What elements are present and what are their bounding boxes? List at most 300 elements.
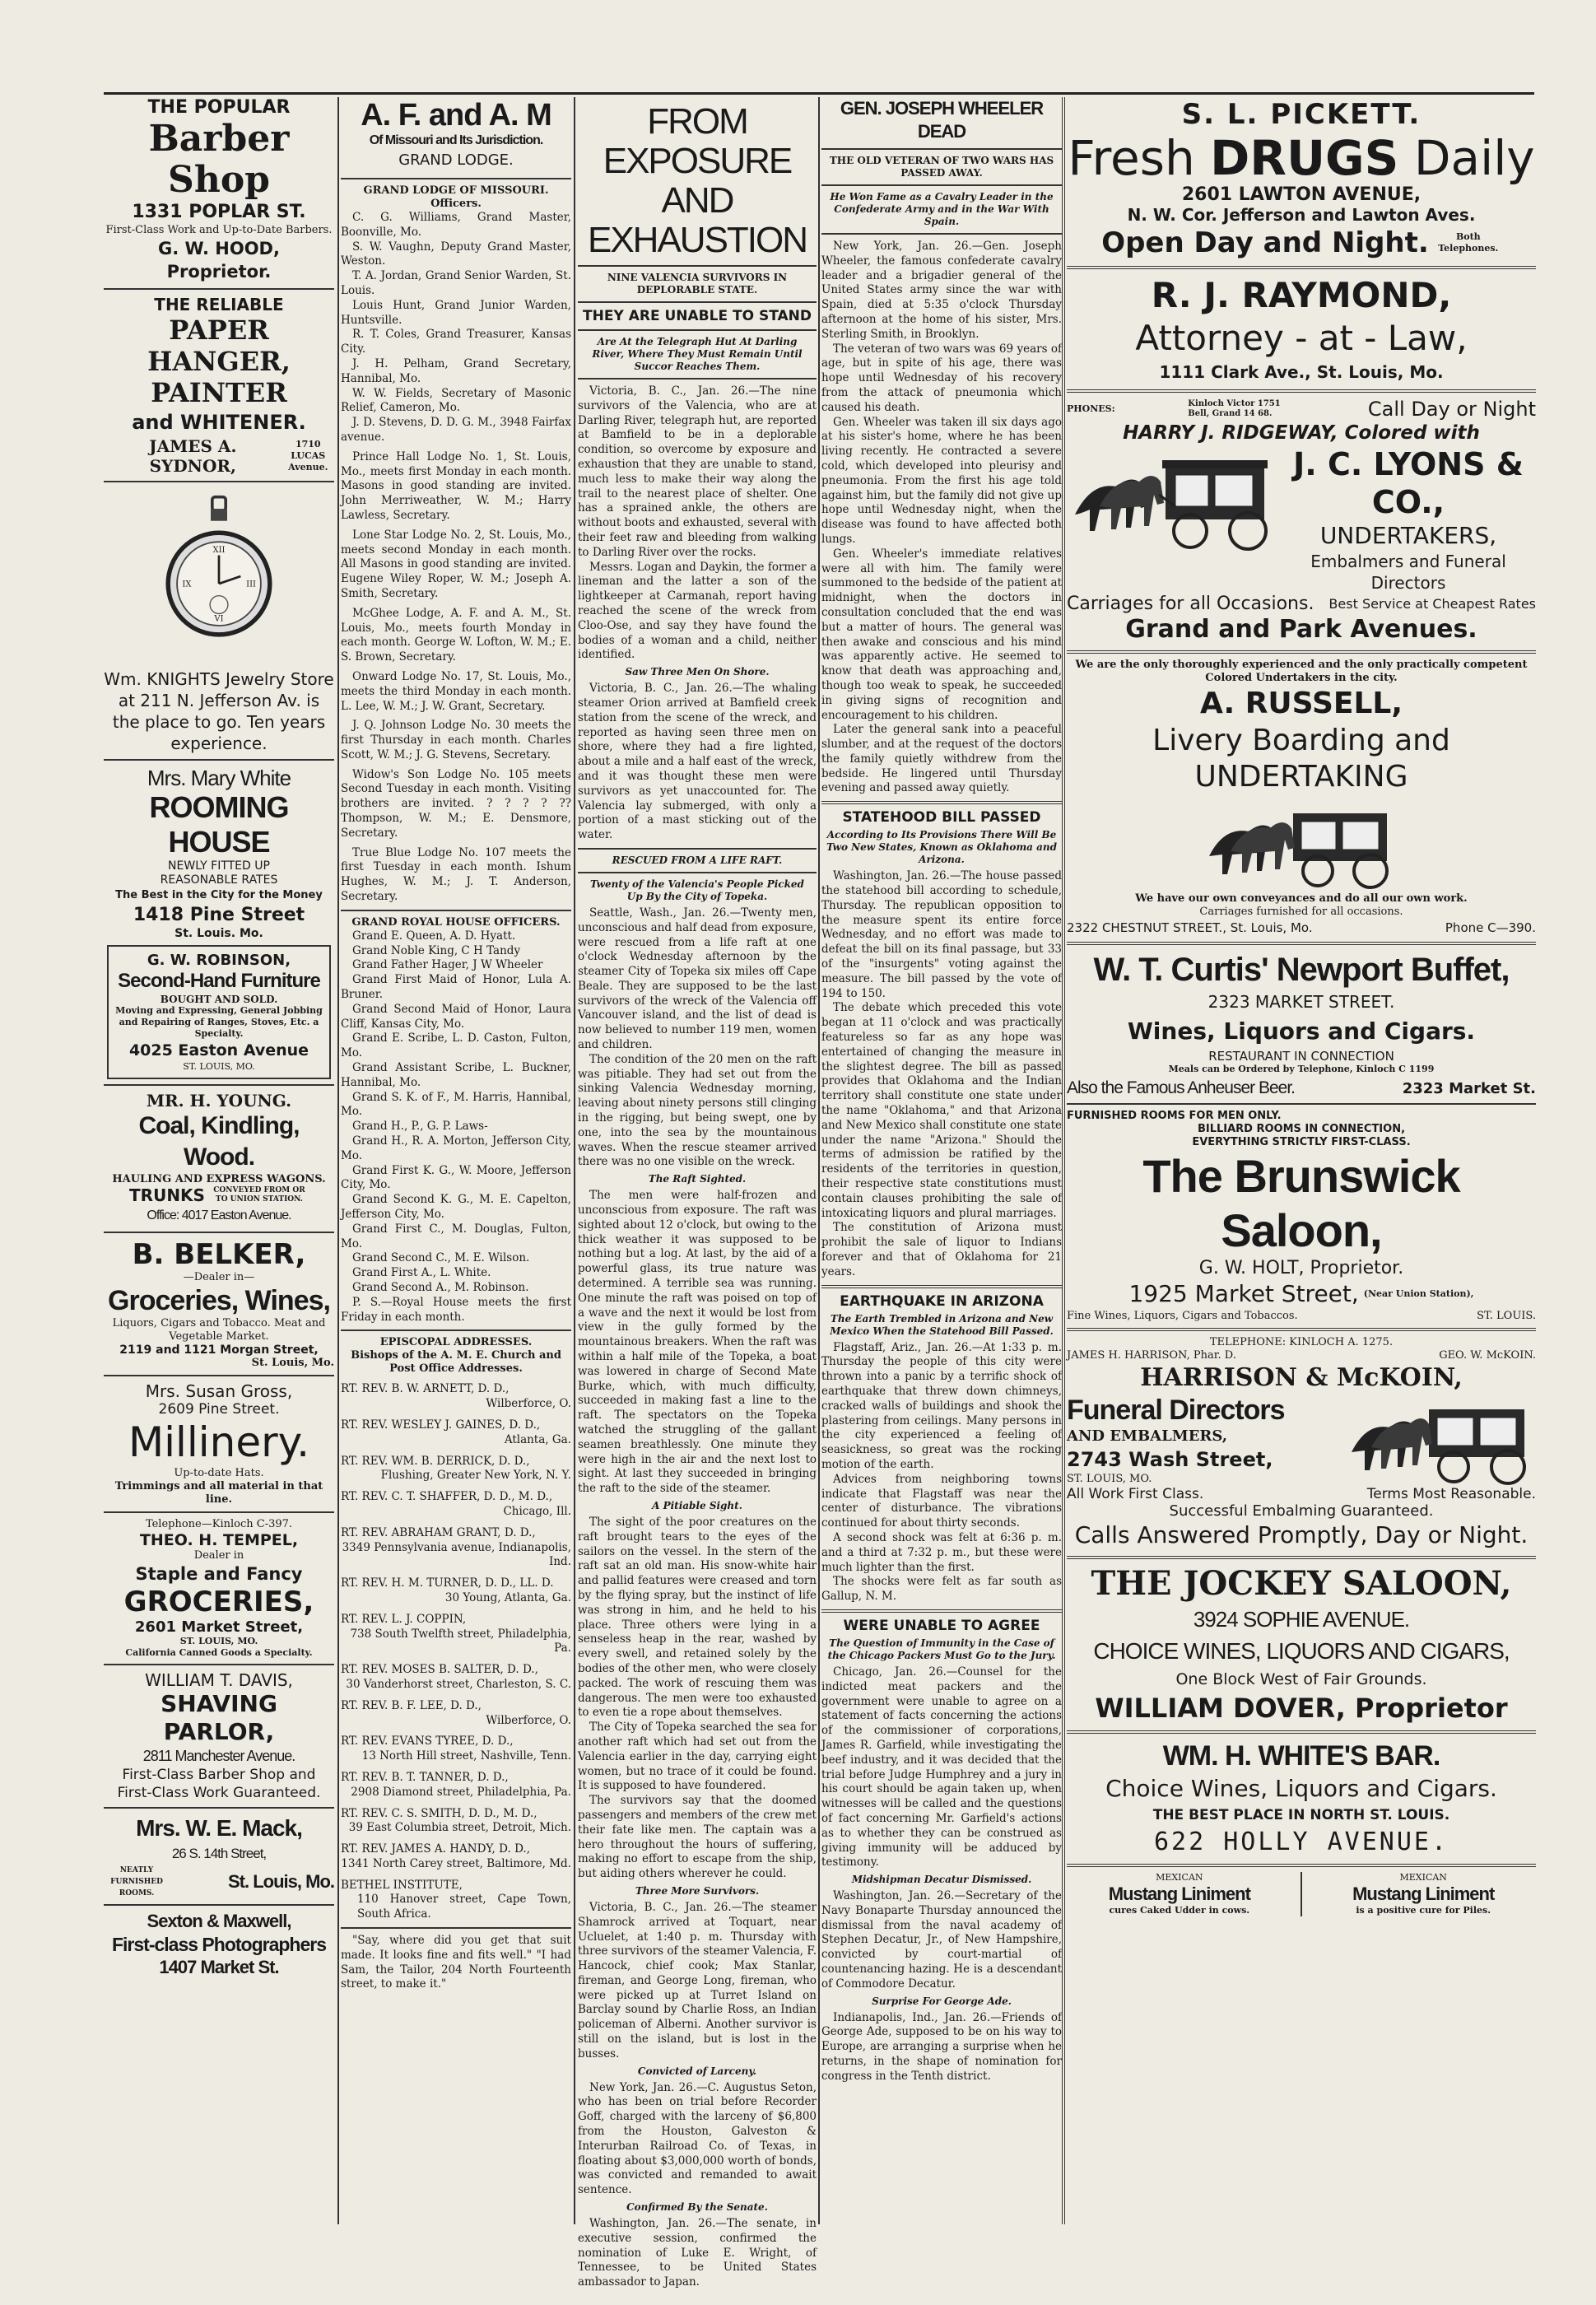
bishop-address: 30 Young, Atlanta, Ga.	[444, 1590, 571, 1604]
pickett-drugs-ad	[1067, 97, 1536, 261]
ad-title: Mustang Liniment	[1352, 1884, 1495, 1904]
ad-phone: PHONES:	[1067, 403, 1115, 414]
ad-text: Carriages furnished for all occasions.	[1199, 906, 1403, 918]
article-body	[821, 869, 1062, 1279]
ad-text: The Best in the City for the Money	[115, 889, 323, 901]
directory-entry: McGhee Lodge, A. F. and A. M., St. Louis, Mo., meets fourth Monday in each month. George W. Lofton, W. M.; E. S. Brown, Secretary.	[341, 606, 571, 664]
paragraph: Indianapolis, Ind., Jan. 26.—Friends of George Ade, supposed to be on his way to Europe, are arranging a surprise when he returns, in the shape of nomination for congress in the Tenth district.	[821, 2010, 1062, 2083]
mustang-ad-cows	[1067, 1872, 1292, 1916]
ad-text: Up-to-date Hats.	[174, 1467, 264, 1479]
ad-title: Millinery.	[128, 1418, 310, 1466]
paragraph: A second shock was felt at 6:36 p. m. and a third at 7:32 p. m., but these were much lighter than the first.	[821, 1530, 1062, 1574]
bishop-name: RT. REV. WESLEY J. GAINES, D. D.,	[341, 1418, 541, 1432]
ad-text: Fresh	[1068, 130, 1195, 186]
directory-entry: Grand E. Queen, A. D. Hyatt.	[352, 929, 516, 943]
article-deck: The Question of Immunity in the Case of the Chicago Packers Must Go to the Jury.	[827, 1637, 1056, 1661]
ad-text: California Canned Goods a Specialty.	[125, 1647, 313, 1658]
directory-entry: Grand Second C., M. E. Wilson.	[352, 1251, 530, 1265]
article-deck: According to Its Provisions There Will Be Two New States, Known as Oklahoma and Arizona.	[826, 829, 1057, 866]
ad-text: Both Telephones.	[1438, 231, 1499, 254]
paragraph: Washington, Jan. 26.—The house passed the statehood bill according to schedule, Thursday. The republican opposition to the measure spent its entire force Wednesday, and no effort was made to defeat the bill on its final passage, but 33 of the "insurgents" voting against the measure. The bill passed by the vote of 194 to 150.	[821, 869, 1062, 1000]
ad-text: CHOICE WINES, LIQUORS AND CIGARS,	[1093, 1638, 1510, 1664]
horse-drawn-hearse-icon	[1203, 799, 1400, 889]
directory-entry: Grand First C., M. Douglas, Fulton, Mo.	[341, 1222, 571, 1250]
ad-city: St. Louis, Mo.	[251, 1357, 334, 1369]
subheading: Bishops of the A. M. E. Church and Post Office Addresses.	[351, 1349, 561, 1376]
bishop-name: RT. REV. H. M. TURNER, D. D., LL. D.	[341, 1576, 554, 1590]
paragraph: The veteran of two wars was 69 years of age, but in spite of his age, there was hope until Wednesday of his recovery from the attack of pneumonia which caused his death.	[821, 342, 1062, 414]
ad-title: Barber Shop	[148, 118, 290, 201]
bishop-entry	[341, 1613, 571, 1656]
bishop-name: RT. REV. JAMES A. HANDY, D. D.,	[341, 1842, 530, 1856]
paragraph: The condition of the 20 men on the raft was pitiable. They had set out from the sinking Valencia Wednesday morning, leaving about ninety persons still clinging in the rigging, but being swept, one by one, into the sea by the mountainous waves. When the rescue steamer arrived there was no one visible on the wreck.	[578, 1052, 817, 1169]
paragraph: Flagstaff, Ariz., Jan. 26.—At 1:33 p. m. Thursday the people of this city were thrown into a panic by a terrific shock of earthquake that threw down chimneys, cracked walls of buildings and shook the plastering from ceilings. Many persons in the city experienced a feeling of seasickness, so great was the rocking motion of the earth.	[821, 1340, 1062, 1471]
bishop-name: RT. REV. WM. B. DERRICK, D. D.,	[341, 1454, 530, 1468]
paragraph: Victoria, B. C., Jan. 26.—The steamer Shamrock arrived at Toquart, near Ucluelet, at 1:40 p. m. Thursday with three survivors of the steamer Valencia, F. Hancock, chief cook; Max Stanlar, fireman, and George Long, fireman, who were picked up at Turret Island on Barclay sound by Charlie Ross, an Indian policeman of Alberni. Another survivor is still on the island, but is lost in the busses.	[578, 1900, 817, 2061]
ad-text: All Work First Class.	[1067, 1486, 1204, 1502]
ad-city: ST. LOUIS, MO.	[1067, 1473, 1152, 1485]
bishop-name: RT. REV. C. T. SHAFFER, D. D., M. D.,	[341, 1490, 553, 1504]
bishop-entry	[341, 1807, 571, 1837]
ad-text: AND EMBALMERS,	[1067, 1427, 1228, 1445]
ad-address: 1111 Clark Ave., St. Louis, Mo.	[1159, 362, 1444, 382]
directory-entry: J. H. Pelham, Grand Secretary, Hannibal, Mo.	[341, 356, 571, 385]
ad-text: HAULING AND EXPRESS WAGONS.	[112, 1173, 326, 1185]
subheading: EPISCOPAL ADDRESSES.	[379, 1336, 533, 1349]
directory-entry: Grand Second A., M. Robinson.	[352, 1280, 529, 1294]
ad-title: THE JOCKEY SALOON,	[1091, 1564, 1512, 1603]
ad-proprietor: WILLIAM DOVER, Proprietor	[1095, 1693, 1508, 1724]
subhead: RESCUED FROM A LIFE RAFT.	[612, 854, 783, 866]
directory-entry: Grand H., R. A. Morton, Jefferson City, Mo.	[341, 1134, 571, 1162]
paragraph: New York, Jan. 26.—Gen. Joseph Wheeler, the famous confederate cavalry leader and a brigadier general of the United States army since the war with Spain, died at 5:35 o'clock Thursday afternoon at the home of his sister, Mrs. Sterling Smith, in Brooklyn.	[821, 240, 1062, 341]
ad-proprietor: MR. H. YOUNG.	[146, 1091, 292, 1111]
ad-text: Calls Answered Promptly, Day or Night.	[1074, 1521, 1529, 1548]
ad-text: THE BEST PLACE IN NORTH ST. LOUIS.	[1152, 1807, 1450, 1823]
subhead: Confirmed By the Senate.	[626, 2201, 768, 2214]
ad-text: NEWLY FITTED UP	[168, 859, 270, 873]
wheeler-article-column	[821, 97, 1062, 2224]
bishop-entry	[341, 1382, 571, 1412]
ad-address: 2322 CHESTNUT STREET., St. Louis, Mo.	[1067, 920, 1313, 935]
bishop-name: RT. REV. B. W. ARNETT, D. D.,	[341, 1382, 510, 1396]
barber-ad	[104, 97, 334, 283]
directory-entry: Grand Second K. G., M. E. Capelton, Jefferson City, Mo.	[341, 1193, 571, 1221]
ad-city: ST. LOUIS, MO.	[183, 1061, 255, 1072]
bishop-entry	[341, 1771, 571, 1800]
paragraph: The men were half-frozen and unconscious from exposure. The raft was sighted about 12 o'clock, but owing to the thick weather it was supposed to be nothing but a log. At last, by the aid of a powerful glass, its true nature was determined. A terrible sea was running. One minute the raft was poised on top of a wave and the next it would be lost from view in the gully formed by the mountainous breakers. When the raft was within a half mile of the Topeka, a boat was lowered in charge of Second Mate Burke, which, with much difficulty, succeeded in making fast a line to the raft. The spectators on the Topeka watched the struggling of the gallant seamen breathlessly. One minute they were high in the air and the next lost to sight. At last they succeeded in bringing the raft to the side of the steamer.	[578, 1189, 817, 1496]
davis-shaving-ad	[104, 1670, 334, 1802]
ad-title: UNDERTAKERS,	[1319, 522, 1497, 549]
ad-title: Funeral Directors	[1067, 1395, 1285, 1426]
ad-proprietor: Sexton & Maxwell,	[147, 1911, 291, 1931]
ad-text: Terms Most Reasonable.	[1366, 1486, 1536, 1502]
subheading: Officers.	[430, 198, 482, 210]
royal-house-officers	[341, 916, 571, 1325]
bishop-address: 13 North Hill street, Nashville, Tenn.	[361, 1749, 571, 1763]
ad-text: TRUNKS	[129, 1185, 205, 1205]
subhead: Saw Three Men On Shore.	[625, 666, 770, 678]
bishop-entry	[341, 1842, 571, 1872]
ad-city: ST. LOUIS.	[1477, 1310, 1536, 1322]
ad-text: —Dealer in—	[183, 1271, 255, 1283]
ad-text: Staple and Fancy	[135, 1564, 303, 1584]
column-rule	[818, 97, 820, 2224]
rooming-house-ad	[104, 766, 334, 940]
ad-text: Meals can be Ordered by Telephone, Kinloch C 1199	[1168, 1064, 1435, 1074]
directory-entry: Grand E. Scribe, L. D. Caston, Fulton, Mo.	[341, 1031, 571, 1060]
ad-text: BILLIARD ROOMS IN CONNECTION,	[1197, 1123, 1406, 1135]
ad-proprietor: Mrs. Susan Gross,	[145, 1381, 293, 1401]
article-body	[821, 1665, 1062, 2084]
ad-kicker: MEXICAN	[1399, 1872, 1447, 1883]
ad-address: 622 HOLLY AVENUE.	[1153, 1828, 1449, 1856]
directory-entry: Prince Hall Lodge No. 1, St. Louis, Mo., meets first Monday in each month. Masons in good standing are invited. John Merriweather, W. M.; Harry Lawless, Secretary.	[341, 449, 571, 522]
directory-entry: Grand Noble King, C H Tandy	[352, 943, 521, 957]
directory-entry: Grand Father Hager, J W Wheeler	[352, 958, 543, 972]
ad-title: The Brunswick Saloon,	[1142, 1150, 1460, 1256]
ad-title: R. J. RAYMOND,	[1151, 275, 1452, 315]
article-headline: STATEHOOD BILL PASSED	[842, 809, 1041, 827]
knights-jewelry-ad	[104, 487, 334, 754]
directory-entry: J. Q. Johnson Lodge No. 30 meets the first Thursday in each month. Charles Scott, W. M.; J. G. Stevens, Secretary.	[341, 719, 571, 761]
paragraph: The sight of the poor creatures on the raft brought tears to the eyes of the sailors on the vessel. In the stern of the raft sat an old man. His snow-white hair and pallid features were creased and torn by the flying spray, but the instinct of life was strong in him, and he held to his place. Three others were lying in a senseless heap in the rear, washed by every swell, and retained solely by the bodies of the other men, who were closely packed. The work of rescuing them was dangerous. The men were too exhausted to even tie a rope about themselves.	[578, 1515, 817, 1720]
ad-text: Best Service at Cheapest Rates	[1328, 596, 1536, 612]
ad-text: Call Day or Night	[1367, 398, 1536, 421]
column-rule	[574, 97, 575, 2224]
bishop-address: 738 South Twelfth street, Philadelphia, Pa.	[350, 1627, 571, 1655]
ad-text: CONVEYED FROM OR TO UNION STATION.	[213, 1186, 305, 1204]
directory-entry: Onward Lodge No. 17, St. Louis, Mo., meets the third Monday in each month. L. Lee, W. M.; J. W. Grant, Secretary.	[341, 669, 571, 713]
ad-title: J. C. LYONS & CO.,	[1293, 446, 1524, 520]
lyons-undertakers-ad	[1067, 398, 1536, 645]
ad-text: Wines, Liquors and Cigars.	[1127, 1017, 1476, 1045]
pocket-watch-icon	[161, 494, 277, 659]
ad-proprietor: B. BELKER,	[132, 1238, 306, 1271]
bishop-address: Atlanta, Ga.	[504, 1432, 571, 1446]
directory-entry: J. D. Stevens, D. D. G. M., 3948 Fairfax avenue.	[341, 416, 571, 444]
horse-drawn-hearse-icon	[1347, 1395, 1536, 1485]
paragraph: The constitution of Arizona must prohibit the sale of liquor to Indians forever and that of Oklahoma for 21 years.	[821, 1221, 1062, 1278]
bishop-entry	[341, 1490, 571, 1520]
paragraph: The survivors say that the doomed passengers and members of the crew met their fate like men. The captain was a hero throughout the hours of suffering, making no effort to escape from the ship, but aiding others wherever he could.	[578, 1794, 817, 1881]
tailor-notice: "Say, where did you get that suit made. It looks fine and fits well." "I had Sam, the Tailor, 204 North Fourteenth street, to make it."	[341, 1934, 571, 1991]
column-rule	[1062, 97, 1065, 2224]
ad-text: Daily	[1413, 130, 1535, 186]
paragraph: Victoria, B. C., Jan. 26.—The whaling steamer Orion arrived at Bamfield creek station from the scene of the wreck, and reported as having seen three men on shore, where they had a fire lighted, about a mile and a half east of the wreck, and it was thought these men were survivors as yet unaccounted for. The Valencia lay submerged, with only a portion of a mast sticking out of the water.	[578, 682, 817, 842]
bethel-institute	[341, 1879, 571, 1922]
article-deck: NINE VALENCIA SURVIVORS IN DEPLORABLE STATE.	[607, 272, 788, 296]
article-deck: He Won Fame as a Cavalry Leader in the Confederate Army and in the War With Spain.	[830, 191, 1054, 227]
directory-entry: Grand First Maid of Honor, Lula A. Bruner.	[341, 973, 571, 1002]
subhead: Midshipman Decatur Dismissed.	[851, 1874, 1032, 1886]
paragraph: Gen. Wheeler was taken ill six days ago at his sister's home, where he has been living recently. He contracted a severe cold, which developed into pleurisy and pneumonia. From the first his age told against him, but the family did not give up hope until Wednesday night, when the disease was found to have affected both lungs.	[821, 415, 1062, 546]
bishop-name: RT. REV. B. T. TANNER, D. D.,	[341, 1770, 509, 1784]
curtis-buffet-ad	[1067, 950, 1536, 1098]
ad-text: First-Class Barber Shop and	[122, 1767, 316, 1783]
bishop-name: RT. REV. B. F. LEE, D. D.,	[341, 1698, 482, 1712]
article-deck: The Earth Trembled in Arizona and New Mexico When the Statehood Bill Passed.	[830, 1312, 1054, 1337]
bishop-name: RT. REV. C. S. SMITH, D. D., M. D.,	[341, 1806, 537, 1820]
russell-undertaking-ad	[1067, 659, 1536, 937]
directory-entry: P. S.—Royal House meets the first Friday in each month.	[341, 1295, 571, 1324]
ad-phone: Telephone—Kinloch C-397.	[145, 1518, 293, 1530]
subheading: GRAND ROYAL HOUSE OFFICERS.	[351, 915, 561, 929]
ad-text: NEATLY FURNISHED ROOMS.	[110, 1866, 163, 1898]
ad-text: HARRY J. RIDGEWAY, Colored with	[1123, 422, 1480, 444]
ad-text: cures Caked Udder in cows.	[1109, 1905, 1250, 1916]
ad-text: Successful Embalming Guaranteed.	[1169, 1502, 1434, 1520]
ads-column-right	[1067, 97, 1536, 2224]
bishop-address: 1341 North Carey street, Baltimore, Md.	[341, 1856, 571, 1870]
ad-title: W. T. Curtis' Newport Buffet,	[1093, 952, 1510, 988]
ad-title: PAINTER	[151, 377, 287, 408]
ad-city: ST. LOUIS, MO.	[179, 1636, 258, 1646]
svg-text:VI: VI	[214, 614, 224, 624]
subhead: A Pitiable Sight.	[652, 1499, 742, 1511]
paragraph: Seattle, Wash., Jan. 26.—Twenty men, unconscious and half dead from exposure, were rescued from a life raft at one o'clock Wednesday afternoon by the steamer City of Topeka six miles off Cape Beale. They are supposed to be the last survivors of the wreck of the Valencia off Vancouver island, and the list of dead is now believed to number 119 men, women and children.	[578, 906, 817, 1052]
ads-column-left	[104, 97, 334, 2224]
ad-title: ROOMING HOUSE	[149, 790, 289, 859]
directory-entry: Grand H., P., G. P. Laws-	[352, 1120, 488, 1134]
brunswick-saloon-ad	[1067, 1110, 1536, 1323]
bishop-name: RT. REV. ABRAHAM GRANT, D. D.,	[341, 1525, 536, 1539]
ad-text: is a positive cure for Piles.	[1356, 1905, 1491, 1916]
ad-proprietor: WILLIAM T. DAVIS,	[145, 1670, 293, 1690]
ad-text: REASONABLE RATES	[160, 873, 278, 887]
ad-text: RESTAURANT IN CONNECTION	[1208, 1049, 1394, 1064]
ad-kicker: THE POPULAR	[147, 97, 291, 118]
bishop-address: Chicago, Ill.	[503, 1504, 571, 1518]
article-body	[578, 384, 817, 2290]
ad-address: N. W. Cor. Jefferson and Lawton Aves.	[1127, 205, 1476, 225]
bishop-name: RT. REV. EVANS TYREE, D. D.,	[341, 1735, 514, 1749]
jockey-saloon-ad	[1067, 1564, 1536, 1725]
white-bar-ad	[1067, 1739, 1536, 1859]
lodge-officers	[341, 184, 571, 905]
ad-address: Office: 4017 Easton Avenue.	[147, 1208, 291, 1222]
article-deck: Are At the Telegraph Hut At Darling River, Where They Must Remain Until Succor Reaches Them.	[592, 336, 803, 372]
directory-entry: Widow's Son Lodge No. 105 meets Second Tuesday in each month. Visiting brothers are invited. ? ? ? ? ?? Thompson, W. M.; E. Densmore, Secretary.	[341, 767, 571, 840]
ad-kicker: THE RELIABLE	[154, 295, 284, 314]
ad-text: Fine Wines, Liquors, Cigars and Tobaccos.	[1067, 1310, 1298, 1322]
subhead: Surprise For George Ade.	[872, 1995, 1012, 2007]
bishop-address: Wilberforce, O.	[486, 1713, 571, 1727]
paragraph: Gen. Wheeler's immediate relatives were all with him. The family were summoned to the bedside of the patient at midnight, when the doctors in consultation concluded that the end was but a matter of hours. The general was then awake and conscious and his mind was apparently active. He seemed to know that death was approaching and, though too weak to speak, he succeeded in giving signs of recognition and encouragement to his children.	[821, 547, 1062, 722]
article-body	[821, 1341, 1062, 1604]
ad-proprietor: Mrs. W. E. Mack,	[136, 1815, 302, 1841]
ad-address: 1925 Market Street,	[1128, 1280, 1359, 1307]
article-headline: WERE UNABLE TO AGREE	[843, 1617, 1040, 1634]
sexton-photo-ad	[104, 1911, 334, 1978]
paragraph: New York, Jan. 26.—C. Augustus Seton, who has been on trial before Recorder Goff, charged with the larceny of $6,800 from the Houston, Galveston & Interurban Railroad Co. of Texas, in floating about $3,000,000 worth of bonds, was convicted and remanded to await sentence.	[578, 2080, 817, 2197]
ad-text: Carriages for all Occasions.	[1067, 594, 1314, 614]
ad-headline	[1067, 132, 1536, 184]
bishop-address: 39 East Columbia street, Detroit, Mich.	[348, 1821, 571, 1835]
article-headline: EARTHQUAKE IN ARIZONA	[840, 1292, 1044, 1310]
ad-proprietor: GEO. W. McKOIN.	[1439, 1349, 1536, 1362]
bishop-entry	[341, 1418, 571, 1448]
ad-proprietor: G. W. ROBINSON,	[147, 952, 291, 969]
robinson-furniture-ad	[107, 945, 331, 1079]
ad-title: SHAVING PARLOR,	[161, 1690, 277, 1745]
directory-entry: S. W. Vaughn, Deputy Grand Master, Weston.	[341, 240, 571, 268]
directory-entry: R. T. Coles, Grand Treasurer, Kansas City.	[341, 328, 571, 356]
directory-entry: Grand First K. G., W. Moore, Jefferson City, Mo.	[341, 1163, 571, 1192]
valencia-article	[578, 97, 817, 2289]
ad-address: 2601 Market Street,	[134, 1618, 304, 1636]
ad-address: 2323 MARKET STREET.	[1207, 992, 1395, 1012]
raymond-attorney-ad	[1067, 274, 1536, 384]
ad-text: We are the only thoroughly experienced and the only practically competent Colored Undertakers in the city.	[1075, 659, 1528, 684]
ad-title: GROCERIES,	[123, 1586, 314, 1618]
ad-proprietor: JAMES A. SYDNOR,	[149, 436, 237, 476]
article-body	[821, 240, 1062, 796]
ad-address: 2119 and 1121 Morgan Street,	[119, 1343, 319, 1357]
ad-text: Choice Wines, Liquors and Cigars.	[1105, 1775, 1497, 1802]
ad-address: 2323 Market St.	[1402, 1079, 1536, 1097]
mustang-ad-piles	[1310, 1872, 1536, 1916]
paragraph: Later the general sank into a peaceful slumber, and at the request of the doctors the family quietly withdrew from the bedside. He lingered until Thursday evening and passed away quietly.	[821, 723, 1062, 795]
ad-title: First-class Photographers	[111, 1934, 327, 1955]
column-rule	[337, 97, 339, 2224]
ad-title: Groceries, Wines,	[108, 1285, 330, 1316]
ad-title: S. L. PICKETT.	[1181, 98, 1422, 131]
ad-proprietor: G. W. HOLT, Proprietor.	[1198, 1258, 1404, 1278]
bishop-entry	[341, 1735, 571, 1764]
ad-text: Moving and Expressing, General Jobbing and Repairing of Ranges, Stoves, Etc. a Specialty.	[115, 1005, 323, 1039]
svg-text:III: III	[246, 580, 257, 589]
bishop-entry	[341, 1576, 571, 1606]
subheading: GRAND LODGE OF MISSOURI.	[363, 184, 549, 197]
ad-address: 2609 Pine Street.	[158, 1401, 280, 1418]
lodge-directory-column	[341, 97, 571, 2224]
ad-text: Embalmers and Funeral Directors	[1310, 552, 1506, 593]
ad-text: Liquors, Cigars and Tobacco. Meat and Vegetable Market.	[112, 1317, 326, 1343]
ad-address: Grand and Park Avenues.	[1125, 615, 1477, 644]
ad-address: 2743 Wash Street,	[1067, 1448, 1273, 1471]
ad-title: HARRISON & McKOIN,	[1140, 1363, 1463, 1392]
ad-text: Wm. KNIGHTS Jewelry Store at 211 N. Jefferson Av. is the place to go. Ten years experience.	[104, 669, 334, 753]
directory-entry: T. A. Jordan, Grand Senior Warden, St. Louis.	[341, 269, 571, 297]
section-title: A. F. and A. M	[361, 98, 551, 133]
young-coal-ad	[104, 1091, 334, 1227]
bishop-entry	[341, 1455, 571, 1484]
section-heading: GRAND LODGE.	[398, 151, 514, 169]
article-headline: GEN. JOSEPH WHEELER DEAD	[840, 98, 1044, 142]
ad-text: FURNISHED ROOMS FOR MEN ONLY.	[1067, 1110, 1282, 1122]
tempel-groceries-ad	[104, 1518, 334, 1659]
paragraph: The shocks were felt as far south as Gallup, N. M.	[821, 1575, 1062, 1604]
ad-title: WM. H. WHITE'S BAR.	[1162, 1740, 1440, 1772]
bishop-address: 110 Hanover street, Cape Town, South Africa.	[357, 1893, 571, 1921]
ad-title: Livery Boarding and UNDERTAKING	[1152, 724, 1450, 794]
ad-title: PAPER HANGER,	[147, 314, 291, 377]
subhead: Twenty of the Valencia's People Picked Up By the City of Topeka.	[590, 878, 804, 902]
bishop-name: BETHEL INSTITUTE,	[341, 1878, 463, 1892]
belker-groceries-ad	[104, 1238, 334, 1370]
ad-phone: Phone C—390.	[1445, 920, 1536, 935]
paragraph: The debate which preceded this vote began at 11 o'clock and was practically featureless so far as any hope was entertained of changing the measure in the slightest degree. The bill as passed provides that Oklahoma and the Indian territory shall constitute one state under the name "Oklahoma," and that Arizona and New Mexico shall constitute one state under the name "Arizona." Should the terms of admission be ratified by the residents of the territories in question, their respective state constitutions must contain clauses prohibiting the sale of intoxicating liquors and plural marriages.	[821, 1001, 1062, 1220]
bishop-address: 3349 Pennsylvania avenue, Indianapolis, Ind.	[342, 1540, 571, 1569]
directory-entry: C. G. Williams, Grand Master, Boonville, Mo.	[341, 211, 571, 239]
ad-title: Coal, Kindling, Wood.	[138, 1112, 300, 1171]
gross-millinery-ad	[104, 1381, 334, 1506]
section-subtitle: Of Missouri and Its Jurisdiction.	[369, 133, 543, 147]
ad-text: First-Class Work Guaranteed.	[117, 1785, 321, 1801]
ad-address: 2811 Manchester Avenue.	[142, 1748, 295, 1764]
ad-text: We have our own conveyances and do all our own work.	[1135, 892, 1468, 905]
paragraph: Advices from neighboring towns indicate that Flagstaff was near the center of disturbance. The vibrations continued for about thirty seconds.	[821, 1472, 1062, 1530]
directory-entry: Grand First A., L. White.	[352, 1266, 491, 1280]
directory-entry: Lone Star Lodge No. 2, St. Louis, Mo., meets second Monday in each month. All Masons in good standing are invited. Eugene Wiley Roper, W. M.; Joseph A. Smith, Secretary.	[341, 528, 571, 600]
directory-entry: True Blue Lodge No. 107 meets the first Tuesday in each month. Ishum Hughes, W. M.; J. T. Anderson, Secretary.	[341, 845, 571, 904]
ad-proprietor: THEO. H. TEMPEL,	[139, 1531, 299, 1549]
ad-text: DRUGS	[1210, 130, 1399, 186]
article-deck: THE OLD VETERAN OF TWO WARS HAS PASSED AWAY.	[829, 155, 1054, 179]
svg-text:XII: XII	[212, 545, 226, 555]
ad-text: One Block West of Fair Grounds.	[1175, 1670, 1427, 1688]
ad-address: 26 S. 14th Street,	[171, 1846, 267, 1861]
article-headline: FROM EXPOSURE AND EXHAUSTION	[587, 101, 807, 260]
ad-city: St. Louis. Mo.	[174, 927, 263, 940]
ad-proprietor: G. W. HOOD, Proprietor.	[158, 239, 280, 282]
subhead: The Raft Sighted.	[648, 1173, 747, 1185]
ad-text: (Near Union Station),	[1363, 1288, 1474, 1299]
bishop-address: 2908 Diamond street, Philadelphia, Pa.	[351, 1785, 571, 1799]
subhead: Convicted of Larceny.	[637, 2065, 757, 2077]
paragraph: Chicago, Jan. 26.—Counsel for the indicted meat packers and the government were unable to agree on a statement of facts concerning the actions of the commissioner of corporations, James R. Garfield, while investigating the beef industry, and it was decided that the trial before Judge Humphrey and a jury in his court should be again taken up, when witnesses will be called and the questions of fact concerning Mr. Garfield's actions as to whether they can be construed as giving immunity will be adduced by testimony.	[821, 1665, 1062, 1870]
directory-entry: Louis Hunt, Grand Junior Warden, Huntsville.	[341, 298, 571, 327]
ad-text: Dealer in	[193, 1549, 244, 1562]
ad-title: and WHITENER.	[132, 411, 306, 434]
ad-title: A. RUSSELL,	[1199, 687, 1403, 720]
svg-text:IX: IX	[182, 580, 192, 589]
paragraph: Messrs. Logan and Daykin, the former a lineman and the latter a son of the lightkeeper at Carmanah, report having reached the scene of the wreck from Cloo-Ose, and say they have found the bodies of a woman and a child, neither identified.	[578, 560, 817, 662]
ad-proprietor: JAMES H. HARRISON, Phar. D.	[1067, 1349, 1236, 1362]
ad-address: 1407 Market St.	[159, 1957, 279, 1977]
directory-entry: Grand Assistant Scribe, L. Buckner, Hannibal, Mo.	[341, 1061, 571, 1089]
paragraph: The City of Topeka searched the sea for another raft which had set out from the Valencia earlier in the day, carrying eight women, but no trace of it could be found. It is supposed to have foundered.	[578, 1721, 817, 1793]
horse-drawn-hearse-icon	[1067, 449, 1281, 556]
episcopal-addresses	[341, 1336, 571, 1992]
ad-address: 4025 Easton Avenue	[128, 1041, 309, 1059]
directory-entry: Grand S. K. of F., M. Harris, Hannibal, Mo.	[341, 1090, 571, 1119]
ad-address: 1418 Pine Street	[133, 905, 305, 925]
ad-city: St. Louis, Mo.	[228, 1871, 334, 1892]
ad-proprietor: Mrs. Mary White	[147, 766, 291, 790]
bishop-address: Wilberforce, O.	[486, 1397, 571, 1411]
paragraph: Washington, Jan. 26.—Secretary of the Navy Bonaparte Thursday announced the dismissal from the naval academy of Stephen Decatur, Jr., of New Hampshire, convicted by court-martial of countenancing hazing. He is a descendant of Commodore Decatur.	[821, 1889, 1062, 1991]
bishop-address: Flushing, Greater New York, N. Y.	[380, 1469, 571, 1483]
paragraph: Washington, Jan. 26.—The senate, in executive session, confirmed the nomination of Luke E. Wright, of Tennessee, to be United States ambassador to Japan.	[578, 2217, 817, 2289]
ad-phone: TELEPHONE: KINLOCH A. 1275.	[1209, 1336, 1394, 1348]
ad-text: Also the Famous Anheuser Beer.	[1067, 1078, 1296, 1097]
bishop-entry	[341, 1663, 571, 1693]
harrison-mckoin-ad	[1067, 1336, 1536, 1551]
mustang-liniment-ads	[1067, 1872, 1536, 1916]
mack-rooms-ad	[104, 1814, 334, 1899]
ad-text: Trimmings and all material in that line.	[114, 1480, 323, 1506]
ad-address: 2601 LAWTON AVENUE,	[1181, 184, 1422, 205]
directory-entry: W. W. Fields, Secretary of Masonic Relief, Cameron, Mo.	[341, 386, 571, 415]
ad-text: First-Class Work and Up-to-Date Barbers.	[105, 224, 333, 236]
paper-hanger-ad	[104, 295, 334, 476]
directory-entry: Grand Second Maid of Honor, Laura Cliff, Kansas City, Mo.	[341, 1002, 571, 1031]
ad-text: BOUGHT AND SOLD.	[160, 994, 278, 1005]
ad-phone: Kinloch Victor 1751 Bell, Grand 14 68.	[1188, 399, 1281, 418]
bishop-name: RT. REV. MOSES B. SALTER, D. D.,	[341, 1663, 538, 1677]
